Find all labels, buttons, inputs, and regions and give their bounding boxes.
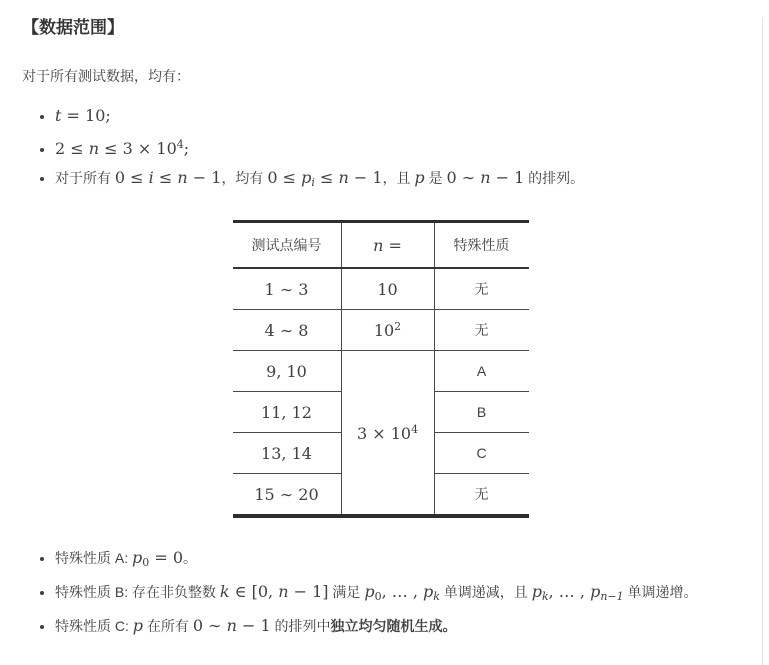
cell-special: 无 <box>434 310 529 351</box>
cell-n-merged: $3 \times 10^4$ <box>341 351 434 517</box>
property-item-c: • 特殊性质 C: p 在所有 0 ∼ n − 1 的排列中独立均匀随机生成。 <box>55 612 739 640</box>
table-row <box>233 268 529 310</box>
table-header-row <box>233 222 529 269</box>
cell-points: 1 ∼ 3 <box>233 268 342 310</box>
cell-special: B <box>434 392 529 433</box>
property-item-b: • 特殊性质 B: 存在非负整数 k ∈ [0, n − 1] 满足 $p_0$, … , $p_k$ 单调递减，且 $p_k$, … , $p_{n-1}$ 单调递增。 <box>55 578 739 611</box>
constraint-item-t: • t = 10; <box>55 102 739 130</box>
intro-text: 对于所有测试数据，均有： <box>22 68 190 84</box>
global-constraints-list <box>22 102 739 197</box>
cell-special: A <box>434 351 529 392</box>
panel-edge-divider <box>762 18 763 665</box>
test-data-table <box>233 220 529 518</box>
cell-points: 13, 14 <box>233 433 342 474</box>
cell-points: 9, 10 <box>233 351 342 392</box>
header-cell-test-points: 测试点编号 <box>233 222 342 269</box>
cell-special: 无 <box>434 474 529 517</box>
constraint-item-permutation: • 对于所有 0 ≤ i ≤ n − 1，均有 $0 \le p_i \le n - 1$，且 p 是 0 ∼ n − 1 的排列。 <box>55 164 739 197</box>
header-cell-n: n = <box>341 222 434 269</box>
cell-n: 10 <box>341 268 434 310</box>
cell-special: C <box>434 433 529 474</box>
cell-n: $10^2$ <box>341 310 434 351</box>
special-properties-list <box>22 544 739 640</box>
cell-points: 11, 12 <box>233 392 342 433</box>
cell-special: 无 <box>434 268 529 310</box>
header-cell-special: 特殊性质 <box>434 222 529 269</box>
page-title: 【数据范围】 <box>22 18 124 37</box>
cell-points: 4 ∼ 8 <box>233 310 342 351</box>
table-row <box>233 351 529 392</box>
property-item-a: • 特殊性质 A: $p_0 = 0$。 <box>55 544 739 577</box>
cell-points: 15 ∼ 20 <box>233 474 342 517</box>
table-row <box>233 310 529 351</box>
document-body <box>22 18 739 640</box>
constraint-item-n-range: • $2 \le n \le 3 \times 10^4$; <box>55 131 739 163</box>
